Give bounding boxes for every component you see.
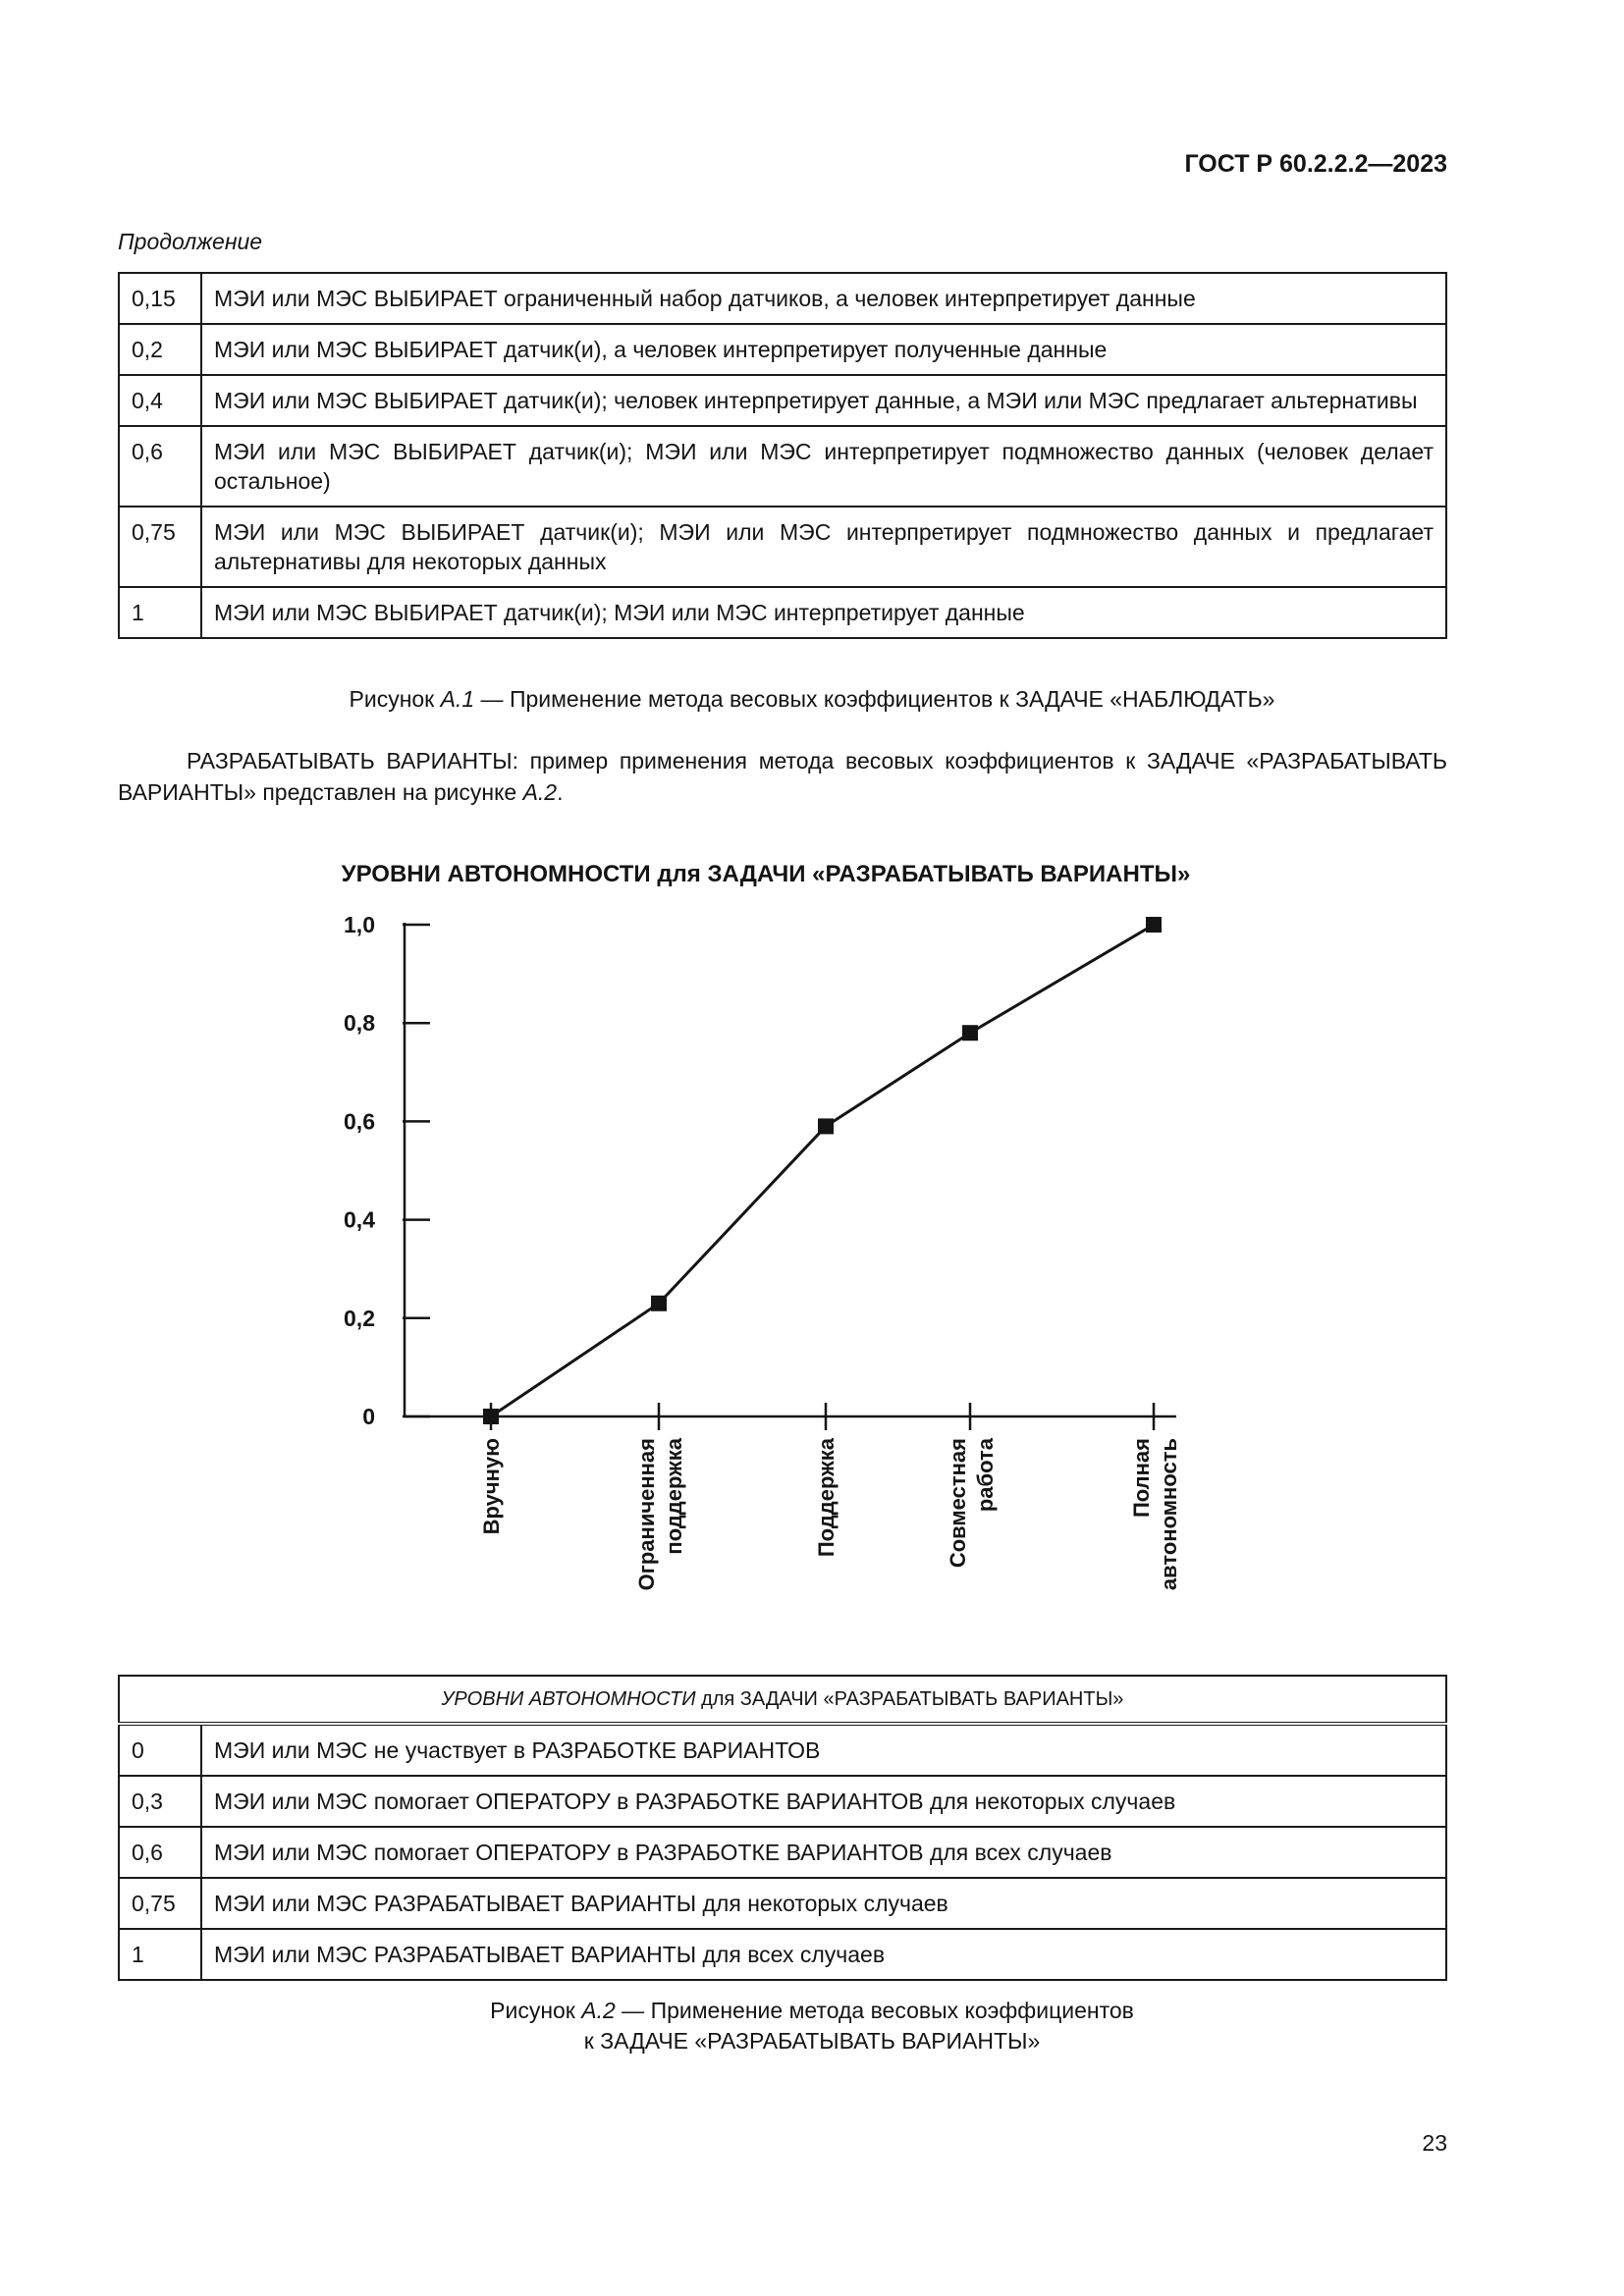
level-value: 0	[119, 1724, 201, 1776]
x-category-label: автономность	[1157, 1438, 1181, 1591]
level-value: 0,6	[119, 426, 201, 507]
level-description: МЭИ или МЭС помогает ОПЕРАТОРУ в РАЗРАБОТКЕ ВАРИАНТОВ для некоторых случаев	[201, 1776, 1446, 1827]
level-description: МЭИ или МЭС ВЫБИРАЕТ датчик(и); МЭИ или МЭС интерпретирует подмножество данных (человек делает остальное)	[201, 426, 1446, 507]
level-value: 0,75	[119, 507, 201, 587]
develop-options-levels-table	[118, 1675, 1447, 1981]
data-point-marker	[651, 1296, 667, 1311]
level-description: МЭИ или МЭС ВЫБИРАЕТ датчик(и); человек интерпретирует данные, а МЭИ или МЭС предлагает альтернативы	[201, 375, 1446, 426]
autonomy-levels-chart	[324, 854, 1208, 1620]
document-code: ГОСТ Р 60.2.2.2—2023	[1184, 150, 1447, 178]
x-category-label: Поддержка	[814, 1438, 839, 1558]
body-paragraph: РАЗРАБАТЫВАТЬ ВАРИАНТЫ: пример применения метода весовых коэффициентов к ЗАДАЧЕ «РАЗРАБАТЫВАТЬ ВАРИАНТЫ» представлен на рисунке А.2.	[118, 748, 1447, 805]
y-tick-label: 0,6	[344, 1108, 375, 1135]
table-row	[119, 507, 1446, 587]
table-row	[119, 1878, 1446, 1929]
table-row	[119, 426, 1446, 507]
page-number: 23	[1422, 2130, 1447, 2156]
table-row	[119, 1827, 1446, 1878]
figure-a1-caption: Рисунок А.1 — Применение метода весовых коэффициентов к ЗАДАЧЕ «НАБЛЮДАТЬ»	[349, 686, 1275, 712]
data-point-marker	[1146, 917, 1162, 933]
table-row	[119, 375, 1446, 426]
x-category-label: работа	[973, 1438, 998, 1513]
level-description: МЭИ или МЭС ВЫБИРАЕТ датчик(и); МЭИ или МЭС интерпретирует подмножество данных и предлагает альтернативы для некоторых данных	[201, 507, 1446, 587]
table-row	[119, 1776, 1446, 1827]
series-line	[491, 925, 1154, 1416]
level-value: 1	[119, 587, 201, 638]
figure-a2-caption: Рисунок А.2 — Применение метода весовых коэффициентов к ЗАДАЧЕ «РАЗРАБАТЫВАТЬ ВАРИАНТЫ»	[490, 1998, 1134, 2054]
level-description: МЭИ или МЭС РАЗРАБАТЫВАЕТ ВАРИАНТЫ для всех случаев	[201, 1929, 1446, 1980]
table-row	[119, 587, 1446, 638]
data-point-marker	[818, 1118, 834, 1134]
y-tick-label: 0	[362, 1404, 375, 1429]
level-value: 1	[119, 1929, 201, 1980]
level-value: 0,6	[119, 1827, 201, 1878]
y-tick-label: 0,4	[344, 1206, 375, 1233]
x-category-label: Ограниченная	[634, 1438, 659, 1591]
level-value: 0,15	[119, 273, 201, 324]
table-row	[119, 1929, 1446, 1980]
level-value: 0,75	[119, 1878, 201, 1929]
chart-title: УРОВНИ АВТОНОМНОСТИ для ЗАДАЧИ «РАЗРАБАТЫВАТЬ ВАРИАНТЫ»	[341, 861, 1191, 887]
level-description: МЭИ или МЭС ВЫБИРАЕТ датчик(и), а человек интерпретирует полученные данные	[201, 324, 1446, 375]
x-category-label: Совместная	[946, 1438, 970, 1569]
y-tick-label: 0,2	[344, 1305, 375, 1331]
table-row	[119, 324, 1446, 375]
table-row	[119, 273, 1446, 324]
x-category-label: поддержка	[662, 1438, 686, 1555]
table-header-cell: УРОВНИ АВТОНОМНОСТИ для ЗАДАЧИ «РАЗРАБАТЫВАТЬ ВАРИАНТЫ»	[119, 1676, 1446, 1724]
level-description: МЭИ или МЭС не участвует в РАЗРАБОТКЕ ВАРИАНТОВ	[201, 1724, 1446, 1776]
table-header-row	[119, 1676, 1446, 1724]
x-category-label: Полная	[1129, 1438, 1154, 1519]
continuation-label: Продолжение	[118, 229, 263, 254]
level-description: МЭИ или МЭС ВЫБИРАЕТ датчик(и); МЭИ или МЭС интерпретирует данные	[201, 587, 1446, 638]
data-point-marker	[483, 1409, 499, 1424]
x-category-label: Вручную	[479, 1438, 504, 1535]
y-tick-label: 0,8	[344, 1010, 375, 1037]
level-value: 0,3	[119, 1776, 201, 1827]
table-row	[119, 1724, 1446, 1776]
figure-reference[interactable]: А.2	[522, 779, 558, 805]
observe-levels-table	[118, 272, 1447, 639]
data-point-marker	[962, 1025, 978, 1041]
level-description: МЭИ или МЭС ВЫБИРАЕТ ограниченный набор датчиков, а человек интерпретирует данные	[201, 273, 1446, 324]
y-tick-label: 1,0	[344, 912, 375, 937]
level-value: 0,2	[119, 324, 201, 375]
level-description: МЭИ или МЭС помогает ОПЕРАТОРУ в РАЗРАБОТКЕ ВАРИАНТОВ для всех случаев	[201, 1827, 1446, 1878]
level-description: МЭИ или МЭС РАЗРАБАТЫВАЕТ ВАРИАНТЫ для некоторых случаев	[201, 1878, 1446, 1929]
level-value: 0,4	[119, 375, 201, 426]
